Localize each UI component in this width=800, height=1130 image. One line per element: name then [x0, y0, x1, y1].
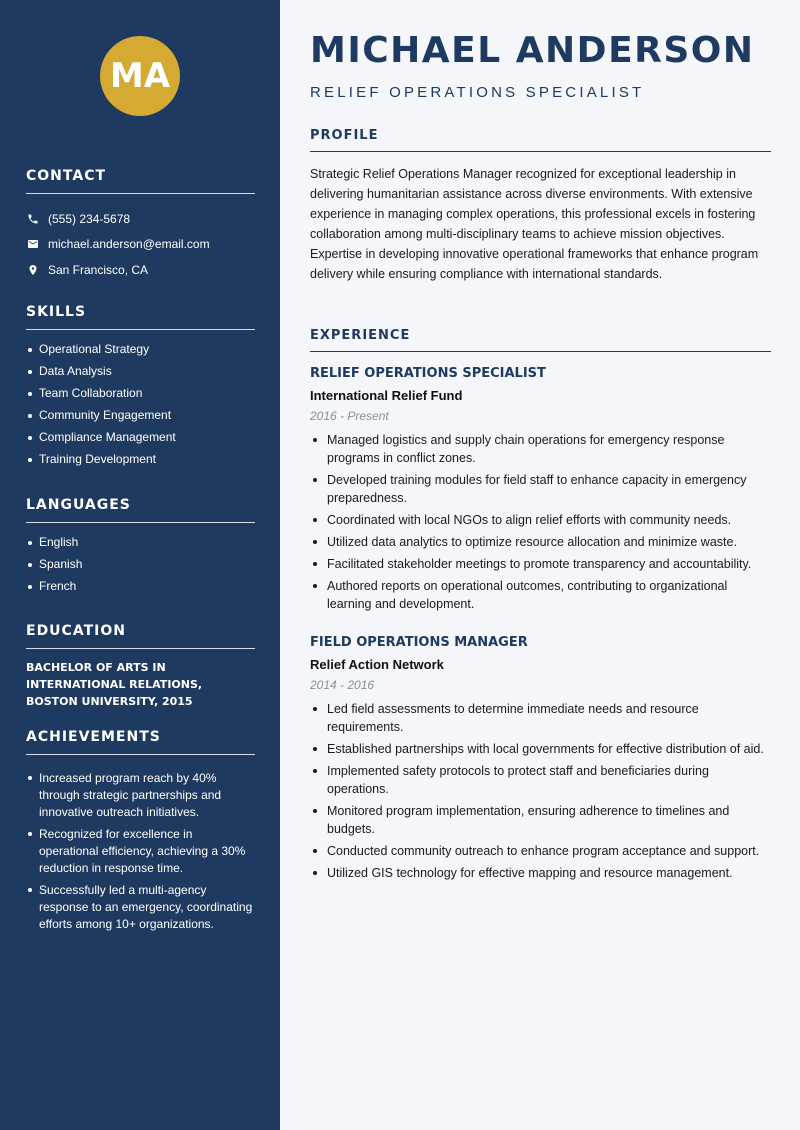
job-dates: 2016 - Present: [310, 409, 389, 423]
languages-section: [26, 497, 255, 601]
contact-phone: [26, 206, 255, 232]
skills-heading: SKILLS: [26, 304, 255, 330]
job-dates: 2014 - 2016: [310, 678, 375, 692]
job-bullet: Managed logistics and supply chain operations for emergency response programs in conflict zones.: [310, 431, 772, 467]
achievement-item: Successfully led a multi-agency response to an emergency, coordinating efforts among 10+ organizations.: [26, 882, 255, 933]
job-bullets: [310, 700, 772, 882]
skills-list: [26, 342, 255, 474]
monogram-avatar: MA: [100, 36, 180, 116]
education-entry: BACHELOR OF ARTS IN INTERNATIONAL RELATIONS, BOSTON UNIVERSITY, 2015: [26, 661, 203, 708]
skill-item: Data Analysis: [26, 364, 255, 386]
contact-location: [26, 257, 255, 283]
profile-summary: Strategic Relief Operations Manager recognized for exceptional leadership in delivering humanitarian assistance across diverse environments. With extensive experience in managing complex operations, this professional excels in fostering collaboration among multi-disciplinary teams to achieve mission objectives. Expertise in developing innovative operational frameworks that enhance program delivery while ensuring compliance with international standards.: [310, 167, 759, 281]
contact-section: [26, 168, 255, 283]
email-icon: [26, 238, 39, 251]
job-company: Relief Action Network: [310, 657, 444, 672]
candidate-name: MICHAEL ANDERSON: [310, 30, 755, 71]
skill-item: Team Collaboration: [26, 386, 255, 408]
job-company: International Relief Fund: [310, 388, 463, 403]
job-title: FIELD OPERATIONS MANAGER: [310, 635, 528, 650]
education-section: [26, 623, 255, 710]
phone-number[interactable]: (555) 234-5678: [48, 211, 131, 226]
job-bullets: [310, 431, 772, 613]
phone-icon: [26, 212, 39, 225]
sidebar: [0, 0, 280, 1130]
achievements-list: [26, 770, 255, 933]
contact-heading: CONTACT: [26, 168, 255, 194]
language-item: French: [26, 579, 255, 601]
profile-heading: PROFILE: [310, 128, 771, 152]
achievement-item: Recognized for excellence in operational efficiency, achieving a 30% reduction in response time.: [26, 826, 255, 877]
job-bullet: Monitored program implementation, ensuring adherence to timelines and budgets.: [310, 802, 772, 838]
job-bullet: Utilized data analytics to optimize resource allocation and minimize waste.: [310, 533, 772, 551]
education-heading: EDUCATION: [26, 623, 255, 649]
job-bullet: Conducted community outreach to enhance program acceptance and support.: [310, 842, 772, 860]
job-entry: [310, 366, 772, 617]
contact-list: [26, 206, 255, 283]
languages-list: [26, 535, 255, 601]
skill-item: Operational Strategy: [26, 342, 255, 364]
achievements-heading: ACHIEVEMENTS: [26, 729, 255, 755]
job-bullet: Coordinated with local NGOs to align relief efforts with community needs.: [310, 511, 772, 529]
job-bullet: Developed training modules for field staff to enhance capacity in emergency preparedness.: [310, 471, 772, 507]
job-bullet: Implemented safety protocols to protect staff and beneficiaries during operations.: [310, 762, 772, 798]
location-text: San Francisco, CA: [48, 262, 149, 277]
contact-email: [26, 232, 255, 258]
job-bullet: Utilized GIS technology for effective mapping and resource management.: [310, 864, 772, 882]
job-bullet: Led field assessments to determine immediate needs and resource requirements.: [310, 700, 772, 736]
skills-section: [26, 304, 255, 474]
skill-item: Community Engagement: [26, 408, 255, 430]
language-item: Spanish: [26, 557, 255, 579]
job-entry: [310, 635, 772, 886]
job-bullet: Established partnerships with local governments for effective distribution of aid.: [310, 740, 772, 758]
experience-heading: EXPERIENCE: [310, 328, 771, 352]
achievements-section: [26, 729, 255, 938]
skill-item: Training Development: [26, 452, 255, 474]
location-pin-icon: [26, 263, 39, 276]
job-title: RELIEF OPERATIONS SPECIALIST: [310, 366, 546, 381]
language-item: English: [26, 535, 255, 557]
email-address[interactable]: michael.anderson@email.com: [48, 237, 210, 252]
candidate-role: RELIEF OPERATIONS SPECIALIST: [310, 84, 645, 101]
job-bullet: Authored reports on operational outcomes, contributing to organizational learning and development.: [310, 577, 772, 613]
skill-item: Compliance Management: [26, 430, 255, 452]
job-bullet: Facilitated stakeholder meetings to promote transparency and accountability.: [310, 555, 772, 573]
achievement-item: Increased program reach by 40% through strategic partnerships and innovative outreach initiatives.: [26, 770, 255, 821]
languages-heading: LANGUAGES: [26, 497, 255, 523]
